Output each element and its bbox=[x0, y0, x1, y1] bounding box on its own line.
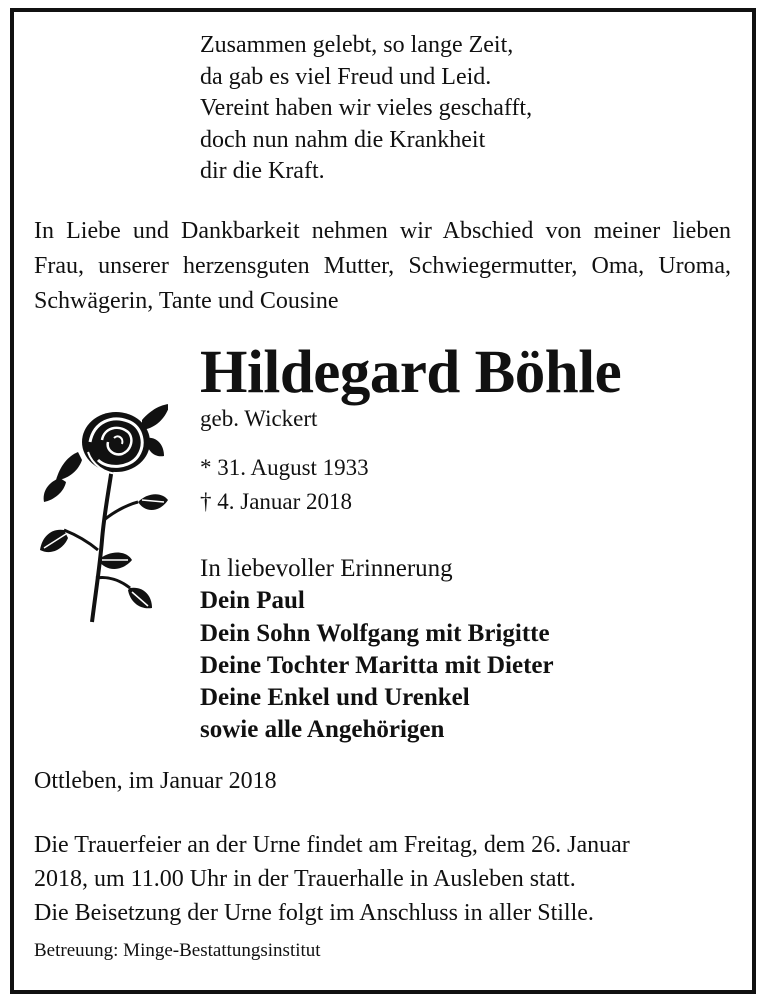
mourner-name: Dein Paul bbox=[200, 587, 305, 615]
birth-date: * 31. August 1933 bbox=[200, 455, 369, 480]
poem-line: Zusammen gelebt, so lange Zeit, bbox=[200, 32, 514, 58]
service-line: Die Trauerfeier an der Urne findet am Freitag, dem 26. Januar bbox=[34, 832, 630, 858]
mourner-name: Deine Tochter Maritta mit Dieter bbox=[200, 651, 554, 679]
poem bbox=[200, 30, 532, 188]
service-line: Die Beisetzung der Urne folgt im Anschluss in aller Stille. bbox=[34, 900, 594, 926]
funeral-home-credit: Betreuung: Minge-Bestattungsinstitut bbox=[34, 940, 321, 961]
mourner-name: Deine Enkel und Urenkel bbox=[200, 684, 470, 712]
remembrance-line: In liebevoller Erinnerung bbox=[200, 555, 453, 582]
mourner-name: sowie alle Angehörigen bbox=[200, 716, 445, 744]
death-date: † 4. Januar 2018 bbox=[200, 489, 353, 514]
intro-text: In Liebe und Dankbarkeit nehmen wir Abschied von meiner lieben Frau, unserer herzensguten Mutter, Schwiegermutter, Oma, Uroma, Schwägerin, Tante und Cousine bbox=[34, 218, 731, 314]
maiden-name: geb. Wickert bbox=[200, 406, 318, 431]
service-line: 2018, um 11.00 Uhr in der Trauerhalle in Ausleben statt. bbox=[34, 866, 576, 892]
rose-icon bbox=[38, 400, 168, 633]
poem-line: dir die Kraft. bbox=[200, 158, 325, 184]
service-info bbox=[34, 828, 734, 930]
poem-line: Vereint haben wir vieles geschafft, bbox=[200, 95, 533, 121]
deceased-name: Hildegard Böhle bbox=[200, 339, 622, 406]
mourners-block bbox=[200, 553, 554, 747]
place-date: Ottleben, im Januar 2018 bbox=[34, 768, 277, 794]
poem-line: da gab es viel Freud und Leid. bbox=[200, 63, 492, 90]
mourner-name: Dein Sohn Wolfgang mit Brigitte bbox=[200, 619, 550, 647]
poem-line: doch nun nahm die Krankheit bbox=[200, 126, 486, 153]
